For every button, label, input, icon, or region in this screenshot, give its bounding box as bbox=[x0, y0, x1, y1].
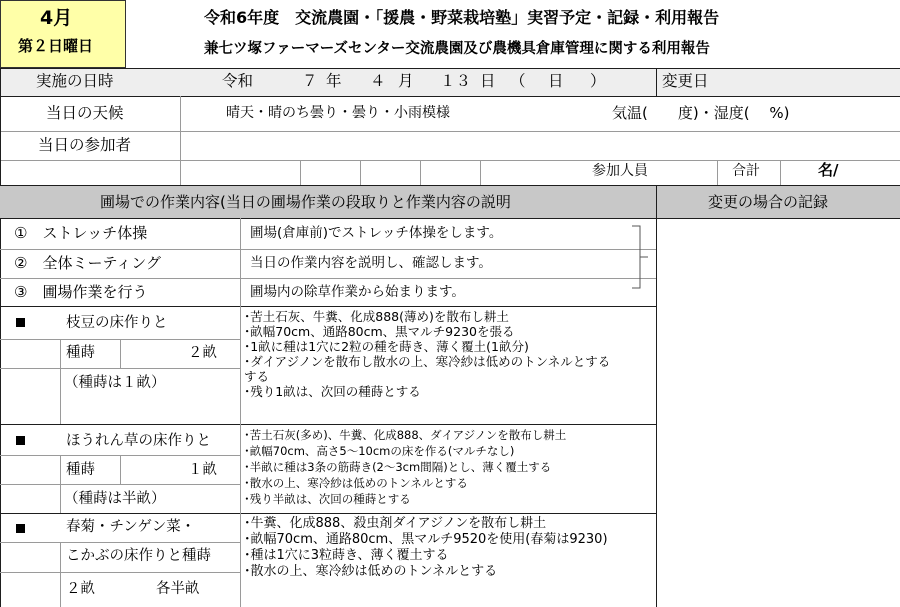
step-2-label: ② 全体ミーティング bbox=[14, 254, 161, 272]
date-month-unit: 月 bbox=[398, 72, 414, 90]
date-day: １３ bbox=[440, 72, 472, 90]
participant-count-label: 参加人員 bbox=[592, 163, 648, 179]
task-3-sow-qty: ２畝 bbox=[66, 581, 95, 597]
task-1-detail-line: ･ダイアジノンを散布し散水の上、寒冷紗は低めのトンネルとする bbox=[244, 354, 611, 369]
task-1-title: 枝豆の床作りと bbox=[66, 315, 168, 331]
task-1-bullet bbox=[16, 318, 25, 327]
date-day-unit: 日 bbox=[480, 72, 496, 90]
task-1-sow-label: 種蒔 bbox=[66, 345, 95, 361]
date-month: ４ bbox=[370, 72, 386, 90]
task-2-bullet bbox=[16, 436, 25, 445]
task-3-details bbox=[244, 516, 654, 580]
step-2-description: 当日の作業内容を説明し、確認します。 bbox=[250, 255, 492, 271]
task-1-detail-line: ･残り1畝は、次回の種蒔とする bbox=[244, 384, 421, 399]
change-record-header: 変更の場合の記録 bbox=[708, 193, 829, 211]
task-3-detail-line: ･牛糞、化成888、殺虫剤ダイアジノンを散布し耕土 bbox=[244, 516, 547, 531]
task-3-bullet bbox=[16, 524, 25, 533]
month-label: 4月 bbox=[40, 7, 73, 29]
task-1-detail-line: ･畝幅70cm、通路80cm、黒マルチ9230を張る bbox=[244, 324, 515, 339]
task-2-detail-line: ･畝幅70cm、高さ5～10cmの床を作る(マルチなし) bbox=[244, 444, 515, 458]
task-3-title-line2: こかぶの床作りと種蒔 bbox=[66, 548, 211, 564]
work-content-header: 圃場での作業内容(当日の圃場作業の段取りと作業内容の説明 bbox=[100, 193, 511, 211]
persons-unit: 名/ bbox=[818, 161, 839, 179]
step-1-description: 圃場(倉庫前)でストレッチ体操をします。 bbox=[250, 225, 503, 241]
temp-humidity: 気温( 度)・湿度( %) bbox=[612, 104, 790, 122]
task-3-detail-line: ･種は1穴に3粒蒔き、薄く覆土する bbox=[244, 548, 449, 563]
step-3-description: 圃場内の除草作業から始まります。 bbox=[250, 284, 465, 300]
task-1-details bbox=[244, 309, 654, 399]
participants-label: 当日の参加者 bbox=[38, 136, 132, 154]
task-1-sow-qty: ２畝 bbox=[188, 345, 217, 361]
page-title: 令和6年度 交流農園・「援農・野菜栽培塾」実習予定・記録・利用報告 bbox=[204, 8, 720, 27]
weather-label: 当日の天候 bbox=[46, 104, 124, 122]
step-3-label: ③ 圃場作業を行う bbox=[14, 283, 148, 301]
weekday-label: 第２日曜日 bbox=[18, 37, 94, 55]
weather-options: 晴天・晴のち曇り・曇り・小雨模様 bbox=[226, 105, 450, 121]
date-era: 令和 bbox=[222, 72, 254, 90]
task-2-title: ほうれん草の床作りと bbox=[66, 433, 211, 449]
task-3-each-half: 各半畝 bbox=[156, 581, 200, 597]
task-2-detail-line: ･散水の上、寒冷紗は低めのトンネルとする bbox=[244, 476, 468, 490]
task-1-note: （種蒔は１畝） bbox=[64, 375, 166, 391]
date-label: 実施の日時 bbox=[36, 72, 114, 90]
task-1-detail-line: する bbox=[244, 369, 270, 384]
task-3-detail-line: ･畝幅70cm、通路80cm、黒マルチ9520を使用(春菊は9230) bbox=[244, 532, 608, 547]
brace-icon bbox=[628, 224, 652, 290]
task-2-detail-line: ･半畝に種は3条の筋蒔き(2～3cm間隔)とし、薄く覆土する bbox=[244, 460, 552, 474]
step-1-label: ① ストレッチ体操 bbox=[14, 224, 148, 242]
task-2-detail-line: ･苦土石灰(多め)、牛糞、化成888、ダイアジノンを散布し耕土 bbox=[244, 428, 567, 442]
task-1-detail-line: ･苦土石灰、牛糞、化成888(薄め)を散布し耕土 bbox=[244, 309, 509, 324]
change-date-label: 変更日 bbox=[662, 72, 709, 90]
page-subtitle: 兼七ツ塚ファーマーズセンター交流農園及び農機具倉庫管理に関する利用報告 bbox=[204, 41, 710, 57]
task-3-title: 春菊・チンゲン菜・ bbox=[66, 519, 196, 535]
task-3-detail-line: ･散水の上、寒冷紗は低めのトンネルとする bbox=[244, 564, 498, 579]
total-label: 合計 bbox=[732, 163, 760, 179]
task-2-sow-label: 種蒔 bbox=[66, 462, 95, 478]
date-paren-close: ） bbox=[590, 72, 606, 90]
task-2-details bbox=[244, 427, 654, 507]
date-paren-open: （ bbox=[510, 72, 526, 90]
task-1-detail-line: ･1畝に種は1穴に2粒の種を蒔き、薄く覆土(1畝分) bbox=[244, 339, 529, 354]
date-year: ７ bbox=[302, 72, 318, 90]
date-weekday: 日 bbox=[548, 72, 564, 90]
task-2-sow-qty: １畝 bbox=[188, 462, 217, 478]
task-2-note: （種蒔は半畝） bbox=[64, 491, 166, 507]
task-2-detail-line: ･残り半畝は、次回の種蒔とする bbox=[244, 492, 411, 506]
date-year-unit: 年 bbox=[326, 72, 342, 90]
